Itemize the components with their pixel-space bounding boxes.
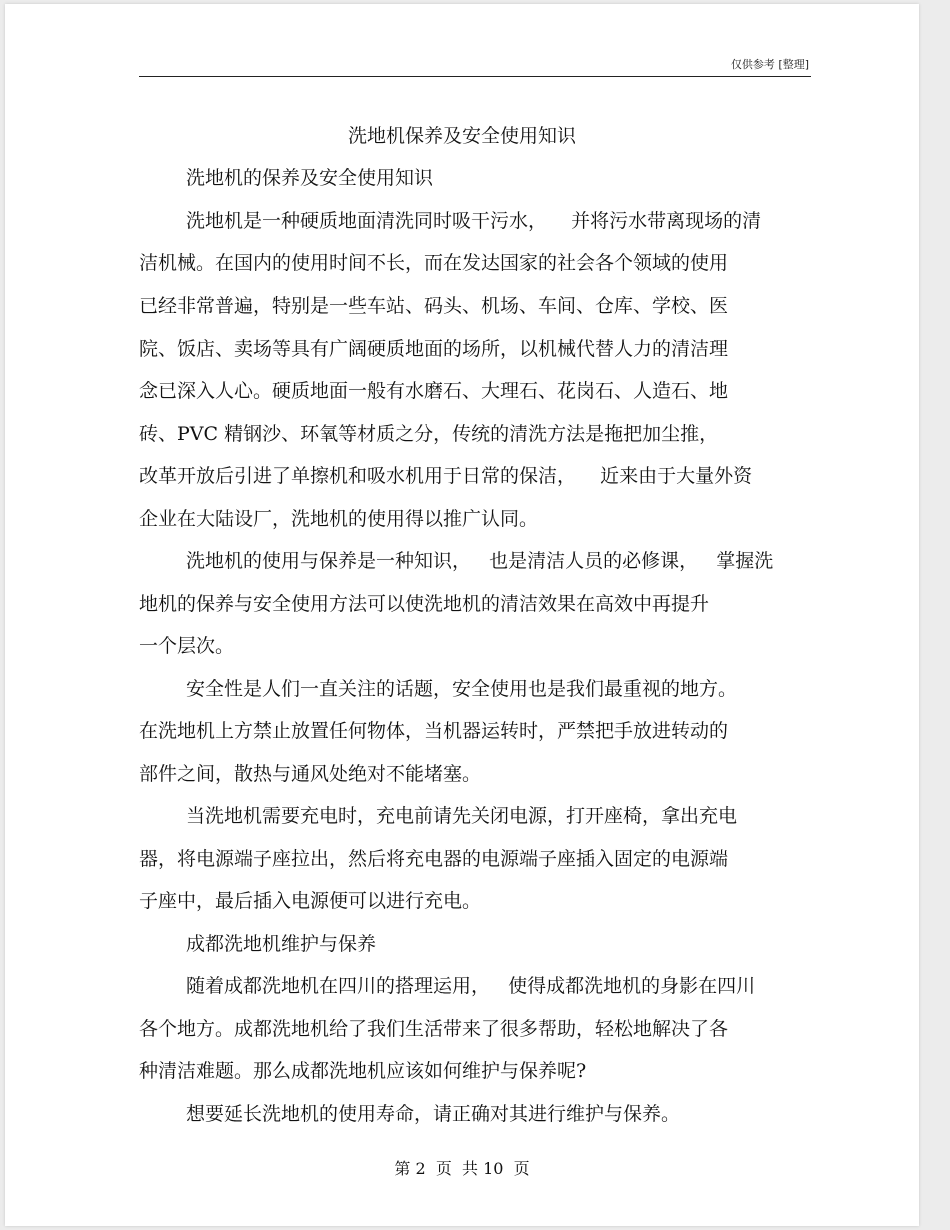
body-line: 砖、PVC 精钢沙、环氧等材质之分，传统的清洗方法是拖把加尘推， xyxy=(139,423,719,445)
body-line: 地机的保养与安全使用方法可以使洗地机的清洁效果在高效中再提升 xyxy=(139,593,710,615)
body-line: 洗地机的保养及安全使用知识 xyxy=(186,167,434,189)
body-line: 企业在大陆设厂，洗地机的使用得以推广认同。 xyxy=(139,508,539,530)
section-heading: 成都洗地机维护与保养 xyxy=(186,933,377,955)
body-line: 一个层次。 xyxy=(139,635,235,657)
body-line: 种清洁难题。那么成都洗地机应该如何维护与保养呢? xyxy=(139,1060,587,1082)
body-line: 已经非常普遍，特别是一些车站、码头、机场、车间、仓库、学校、医 xyxy=(139,295,729,317)
header-divider xyxy=(139,76,811,77)
body-line: 想要延长洗地机的使用寿命，请正确对其进行维护与保养。 xyxy=(186,1103,681,1125)
body-line: 洗地机是一种硬质地面清洗同时吸干污水， 并将污水带离现场的清 xyxy=(186,210,762,232)
body-line: 随着成都洗地机在四川的搭理运用， 使得成都洗地机的身影在四川 xyxy=(186,975,756,997)
document-page xyxy=(5,4,919,1226)
body-line: 念已深入人心。硬质地面一般有水磨石、大理石、花岗石、人造石、地 xyxy=(139,380,729,402)
document-title: 洗地机保养及安全使用知识 xyxy=(347,125,576,147)
body-line: 部件之间，散热与通风处绝对不能堵塞。 xyxy=(139,763,482,785)
body-line: 洗地机的使用与保养是一种知识， 也是清洁人员的必修课， 掌握洗 xyxy=(186,550,774,572)
body-line: 洁机械。在国内的使用时间不长，而在发达国家的社会各个领域的使用 xyxy=(139,252,729,274)
page-number-footer: 第 2 页 共 10 页 xyxy=(394,1159,530,1178)
body-line: 改革开放后引进了单擦机和吸水机用于日常的保洁， 近来由于大量外资 xyxy=(139,465,753,487)
body-line: 子座中，最后插入电源便可以进行充电。 xyxy=(139,890,482,912)
body-line: 安全性是人们一直关注的话题，安全使用也是我们最重视的地方。 xyxy=(186,678,738,700)
body-line: 在洗地机上方禁止放置任何物体，当机器运转时，严禁把手放进转动的 xyxy=(139,720,729,742)
body-line: 器，将电源端子座拉出，然后将充电器的电源端子座插入固定的电源端 xyxy=(139,848,729,870)
body-line: 院、饭店、卖场等具有广阔硬质地面的场所，以机械代替人力的清洁理 xyxy=(139,338,729,360)
body-line: 当洗地机需要充电时，充电前请先关闭电源，打开座椅，拿出充电 xyxy=(186,805,738,827)
header-note: 仅供参考 [整理] xyxy=(730,58,809,71)
body-line: 各个地方。成都洗地机给了我们生活带来了很多帮助，轻松地解决了各 xyxy=(139,1018,729,1040)
